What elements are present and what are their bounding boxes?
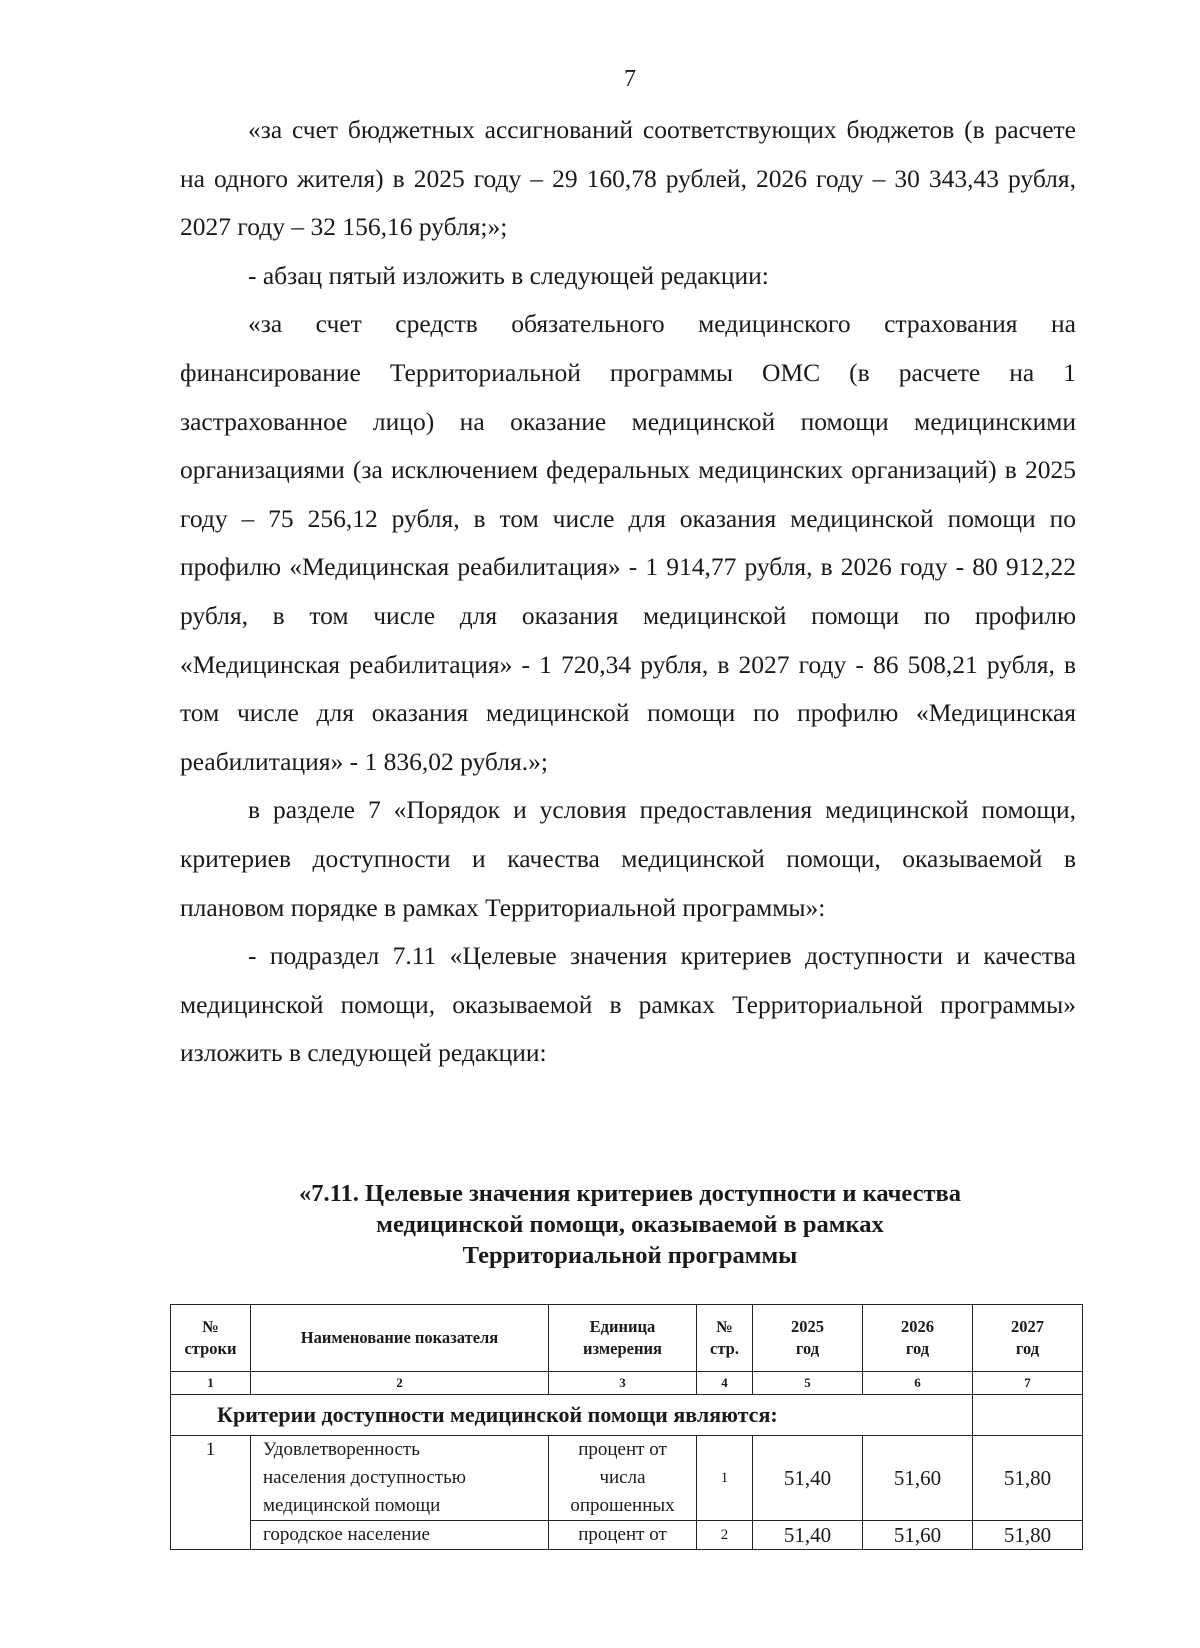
table-header-row [171, 1305, 1083, 1372]
criteria-table [170, 1304, 1083, 1550]
value-2026: 51,60 [863, 1521, 973, 1550]
column-number: 6 [863, 1372, 973, 1395]
header-row-no: № строки [171, 1305, 251, 1372]
line-number: 2 [697, 1521, 753, 1550]
group-title: Критерии доступности медицинской помощи являются: [171, 1395, 973, 1436]
line-number: 1 [697, 1436, 753, 1521]
value-2027: 51,80 [973, 1436, 1083, 1521]
header-year-2026: 2026 год [863, 1305, 973, 1372]
indicator-name: городское население [251, 1521, 549, 1550]
column-number: 7 [973, 1372, 1083, 1395]
value-2025: 51,40 [753, 1521, 863, 1550]
page-number: 7 [624, 66, 636, 92]
paragraph-section-7: в разделе 7 «Порядок и условия предоставления медицинской помощи, критериев доступности и качества медицинской помощи, оказываемой в плановом порядке в рамках Территориальной программы»: [180, 795, 1076, 922]
column-number: 1 [171, 1372, 251, 1395]
paragraph-oms-funding: «за счет средств обязательного медицинского страхования на финансирование Территориальной программы ОМС (в расчете на 1 застрахованное лицо) на оказание медицинской помощи медицинскими организациями (за исключением федеральных медицинских организаций) в 2025 году – 75 256,12 рубля, в том числе для оказания медицинской помощи по профилю «Медицинская реабилитация» - 1 914,77 рубля, в 2026 году - 80 912,22 рубля, в том числе для оказания медицинской помощи по профилю «Медицинская реабилитация» - 1 720,34 рубля, в 2027 году - 86 508,21 рубля, в том числе для оказания медицинской помощи по профилю «Медицинская реабилитация» - 1 836,02 рубля.»; [180, 309, 1076, 776]
paragraph-subsection-7-11: - подраздел 7.11 «Целевые значения критериев доступности и качества медицинской помощи, оказываемой в рамках Территориальной программы» изложить в следующей редакции: [180, 941, 1076, 1068]
section-heading [200, 1178, 1060, 1271]
table-row [171, 1521, 1083, 1550]
header-year-2025: 2025 год [753, 1305, 863, 1372]
column-number: 3 [549, 1372, 697, 1395]
column-number: 5 [753, 1372, 863, 1395]
paragraph-fifth-abzac: - абзац пятый изложить в следующей редакции: [248, 260, 769, 290]
section-heading-line: Территориальной программы [462, 1242, 798, 1269]
unit-of-measure: процент от числа опрошенных [549, 1436, 697, 1521]
unit-of-measure: процент от [549, 1521, 697, 1550]
column-number: 4 [697, 1372, 753, 1395]
header-line-no: № стр. [697, 1305, 753, 1372]
row-number: 1 [171, 1436, 251, 1550]
section-heading-line: «7.11. Целевые значения критериев доступности и качества [299, 1180, 961, 1207]
value-2025: 51,40 [753, 1436, 863, 1521]
column-number: 2 [251, 1372, 549, 1395]
value-2026: 51,60 [863, 1436, 973, 1521]
table-row [171, 1436, 1083, 1521]
section-heading-line: медицинской помощи, оказываемой в рамках [376, 1211, 884, 1238]
header-indicator-name: Наименование показателя [251, 1305, 549, 1372]
empty-cell [973, 1395, 1083, 1436]
group-title-row [171, 1395, 1083, 1436]
paragraph-budget-funding: «за счет бюджетных ассигнований соответствующих бюджетов (в расчете на одного жителя) в 2025 году – 29 160,78 рублей, 2026 году – 30 343,43 рубля, 2027 году – 32 156,16 рубля;»; [180, 115, 1076, 242]
value-2027: 51,80 [973, 1521, 1083, 1550]
header-unit: Единица измерения [549, 1305, 697, 1372]
document-body [180, 106, 1076, 1078]
indicator-name: Удовлетворенность населения доступностью медицинской помощи [251, 1436, 549, 1521]
header-year-2027: 2027 год [973, 1305, 1083, 1372]
column-number-row [171, 1372, 1083, 1395]
